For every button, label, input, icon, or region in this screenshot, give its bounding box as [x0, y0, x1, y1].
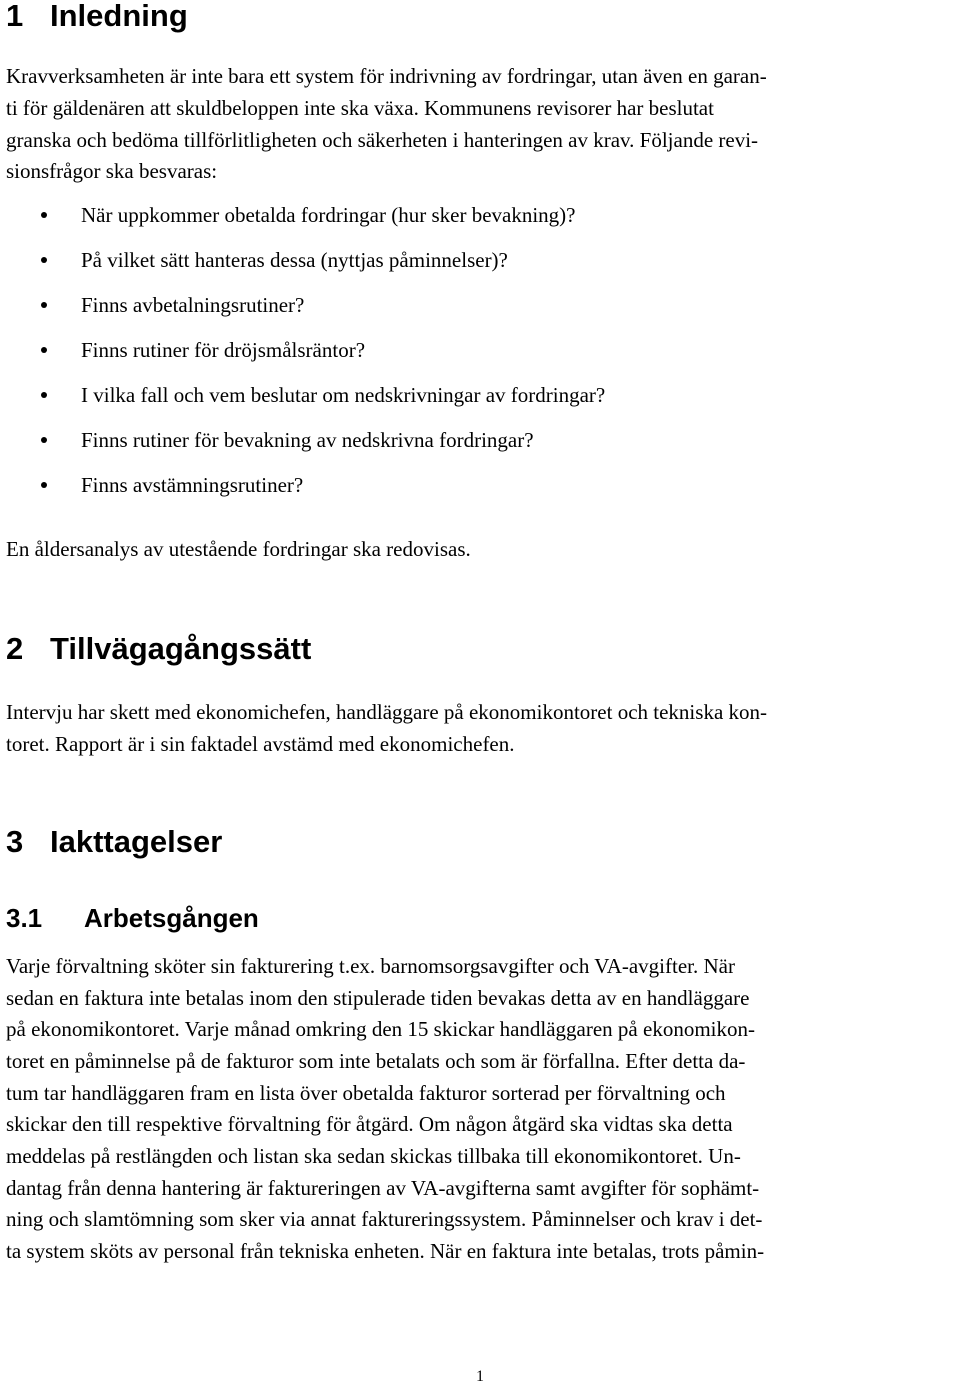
- bullet-icon: [41, 347, 47, 353]
- list-item-text: Finns rutiner för bevakning av nedskrivna fordringar?: [81, 428, 534, 452]
- body-line: ta system sköts av personal från tekniska enheten. När en faktura inte betalas, trots påmin-: [6, 1239, 765, 1263]
- intro-line: granska och bedöma tillförlitligheten och säkerheten i hanteringen av krav. Följande revi-: [6, 128, 759, 152]
- body-line: toret en påminnelse på de fakturor som inte betalats och som är förfallna. Efter detta da-: [6, 1049, 746, 1073]
- section-1-title: Inledning: [50, 0, 188, 33]
- body-line: tum tar handläggaren fram en lista över obetalda fakturor sorterad per förvaltning och: [6, 1081, 726, 1105]
- section-2-heading: [6, 631, 311, 667]
- list-item-text: När uppkommer obetalda fordringar (hur sker bevakning)?: [81, 203, 576, 227]
- list-item-text: Finns rutiner för dröjsmålsräntor?: [81, 338, 366, 362]
- list-item: [0, 380, 900, 410]
- list-item-text: Finns avstämningsrutiner?: [81, 473, 304, 497]
- method-line: toret. Rapport är i sin faktadel avstämd med ekonomichefen.: [6, 732, 515, 756]
- section-2-title: Tillvägagångssätt: [50, 631, 312, 666]
- subsection-3-1-title: Arbetsgången: [84, 903, 259, 933]
- list-item: [0, 335, 900, 365]
- bullet-icon: [41, 212, 47, 218]
- section-2-number: 2: [6, 631, 24, 666]
- method-line: Intervju har skett med ekonomichefen, handläggare på ekonomikontoret och tekniska kon-: [6, 700, 768, 724]
- body-line: sedan en faktura inte betalas inom den stipulerade tiden bevakas detta av en handläggare: [6, 986, 750, 1010]
- list-item: [0, 200, 900, 230]
- section-1-heading: [6, 0, 188, 34]
- closing-line: En åldersanalys av utestående fordringar ska redovisas.: [6, 537, 471, 561]
- list-item-text: På vilket sätt hanteras dessa (nyttjas påminnelser)?: [81, 248, 508, 272]
- body-line: Varje förvaltning sköter sin fakturering t.ex. barnomsorgsavgifter och VA-avgifter. När: [6, 954, 735, 978]
- bullet-icon: [41, 392, 47, 398]
- body-line: skickar den till respektive förvaltning för åtgärd. Om någon åtgärd ska vidtas ska detta: [6, 1112, 733, 1136]
- intro-line: ti för gäldenären att skuldbeloppen inte ska växa. Kommunens revisorer har beslutat: [6, 96, 714, 120]
- body-line: dantag från denna hantering är faktureringen av VA-avgifterna samt avgifter för sophämt-: [6, 1176, 760, 1200]
- intro-line: sionsfrågor ska besvaras:: [6, 159, 218, 183]
- subsection-3-1-heading: [6, 902, 259, 934]
- body-line: meddelas på restlängden och listan ska sedan skickas tillbaka till ekonomikontoret. Un-: [6, 1144, 741, 1168]
- body-line: ning och slamtömning som sker via annat faktureringssystem. Påminnelser och krav i det-: [6, 1207, 763, 1231]
- body-line: på ekonomikontoret. Varje månad omkring den 15 skickar handläggaren på ekonomikon-: [6, 1017, 755, 1041]
- page-number: 1: [476, 1368, 484, 1385]
- section-1-number: 1: [6, 0, 24, 33]
- bullet-icon: [41, 302, 47, 308]
- list-item: [0, 290, 900, 320]
- subsection-3-1-number: 3.1: [6, 903, 43, 933]
- intro-line: Kravverksamheten är inte bara ett system för indrivning av fordringar, utan även en garan-: [6, 64, 767, 88]
- list-item: [0, 470, 900, 500]
- section-3-heading: [6, 824, 222, 860]
- section-3-title: Iakttagelser: [50, 824, 223, 859]
- bullet-icon: [41, 482, 47, 488]
- section-3-number: 3: [6, 824, 24, 859]
- list-item-text: Finns avbetalningsrutiner?: [81, 293, 305, 317]
- list-item: [0, 245, 900, 275]
- bullet-icon: [41, 437, 47, 443]
- list-item-text: I vilka fall och vem beslutar om nedskrivningar av fordringar?: [81, 383, 606, 407]
- bullet-icon: [41, 257, 47, 263]
- list-item: [0, 425, 900, 455]
